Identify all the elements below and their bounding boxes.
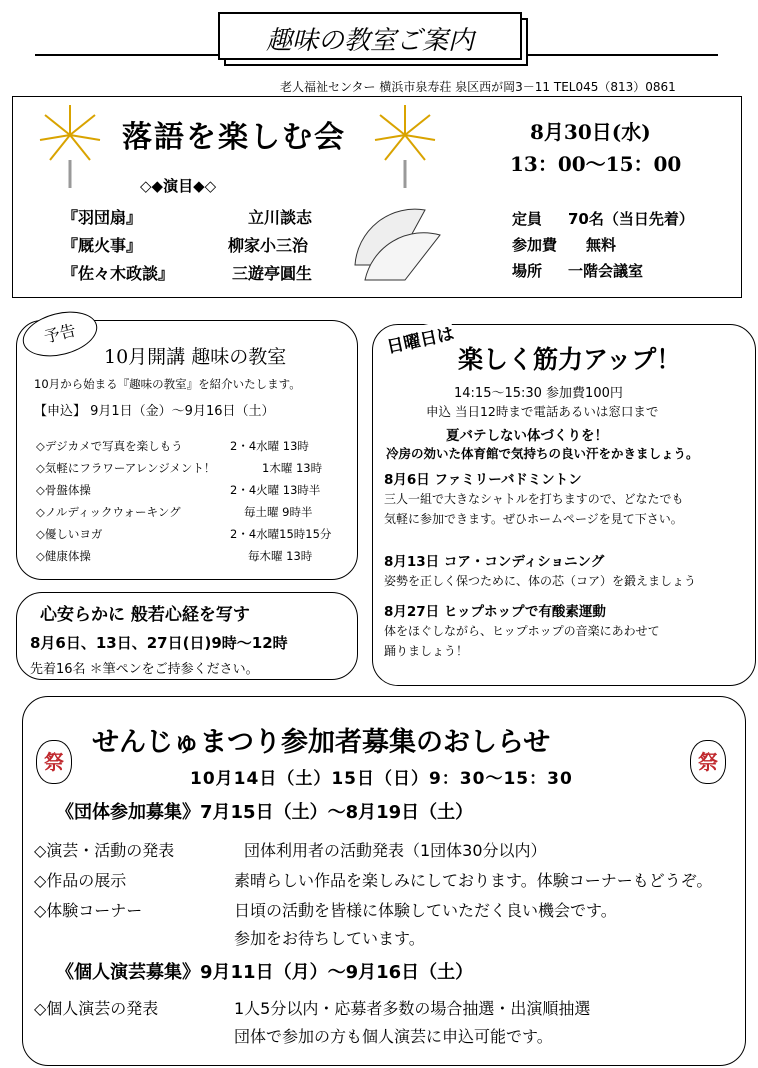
individual-desc: 団体で参加の方も個人演芸に申込可能です。 — [234, 1027, 553, 1046]
class-name: ◇ノルディックウォーキング — [36, 505, 181, 519]
firework-icon — [30, 100, 110, 190]
info-label: 場所 — [512, 262, 543, 280]
info-label: 定員 — [512, 210, 543, 228]
class-apply: 【申込】 9月1日（金）～9月16日（土） — [34, 404, 275, 419]
event-line: 踊りましょう！ — [384, 644, 469, 658]
group-item-desc: 団体利用者の活動発表（1団体30分以内） — [244, 841, 547, 860]
group-item-label: ◇演芸・活動の発表 — [34, 841, 175, 860]
info-value: 70名（当日先着） — [568, 210, 694, 228]
exercise-apply: 申込 当日12時まで電話あるいは窓口まで — [426, 404, 659, 419]
class-name: ◇気軽にフラワーアレンジメント！ — [36, 461, 216, 475]
event-line: 姿勢を正しく保つために、体の芯（コア）を鍛えましょう — [384, 574, 697, 588]
firework-icon — [365, 100, 445, 190]
sutra-title: 心安らかに 般若心経を写す — [40, 605, 250, 625]
info-value: 無料 — [586, 236, 617, 254]
rakugo-date: 8月30日(水) — [530, 120, 651, 144]
group-item-label: ◇体験コーナー — [34, 901, 143, 920]
folding-fan-icon — [345, 195, 445, 285]
exercise-slogan: 夏バテしない体づくりを！ — [446, 428, 608, 444]
individual-label: ◇個人演芸の発表 — [34, 999, 159, 1018]
class-name: ◇デジカメで写真を楽しもう — [36, 439, 183, 453]
lantern-icon: 祭 — [690, 740, 726, 784]
group-heading: 《団体参加募集》7月15日（土）～8月19日（土） — [56, 802, 474, 823]
class-name: ◇優しいヨガ — [36, 527, 103, 541]
class-name: ◇健康体操 — [36, 549, 91, 563]
festival-dates: 10月14日（土）15日（日）9：30～15：30 — [190, 769, 573, 789]
rakugo-time: 13：00～15：00 — [510, 152, 682, 176]
page-title: 趣味の教室ご案内 — [265, 26, 474, 56]
notice-tag: 予告 — [18, 304, 102, 363]
sunday-tag: 日曜日は — [384, 319, 456, 358]
info-label: 参加費 — [512, 236, 558, 254]
class-schedule: 毎木曜 13時 — [248, 549, 313, 563]
class-title: 10月開講 趣味の教室 — [104, 346, 287, 368]
event-heading: 8月13日 コア・コンディショニング — [384, 554, 605, 570]
class-intro: 10月から始まる『趣味の教室』を紹介いたします。 — [34, 377, 301, 391]
event-line: 体をほぐしながら、ヒップホップの音楽にあわせて — [384, 624, 660, 638]
group-item-desc: 日頃の活動を皆様に体験していただく良い機会です。 — [234, 901, 617, 920]
program-performer: 三遊亭圓生 — [232, 264, 313, 283]
event-heading: 8月27日 ヒップホップで有酸素運動 — [384, 604, 606, 620]
sutra-dates: 8月6日、13日、27日(日)9時～12時 — [30, 634, 288, 652]
program-performer: 立川談志 — [248, 208, 313, 227]
individual-desc: 1人5分以内・応募者多数の場合抽選・出演順抽選 — [234, 999, 591, 1018]
info-value: 一階会議室 — [568, 262, 644, 280]
title-rule-right — [528, 54, 718, 56]
exercise-time-fee: 14:15～15:30 参加費100円 — [454, 386, 623, 401]
group-item-desc: 素晴らしい作品を楽しみにしております。体験コーナーもどうぞ。 — [234, 871, 713, 890]
group-extra: 参加をお待ちしています。 — [234, 929, 425, 948]
class-schedule: 2・4火曜 13時半 — [230, 483, 321, 497]
program-label: ◇◆演目◆◇ — [140, 177, 217, 195]
class-schedule: 2・4水曜15時15分 — [230, 527, 332, 541]
exercise-slogan: 冷房の効いた体育館で気持ちの良い汗をかきましょう。 — [386, 446, 699, 461]
class-schedule: 毎土曜 9時半 — [244, 505, 313, 519]
class-schedule: 1木曜 13時 — [262, 461, 323, 475]
group-item-label: ◇作品の展示 — [34, 871, 127, 890]
exercise-title: 楽しく筋力アップ！ — [458, 345, 682, 374]
program-performer: 柳家小三治 — [228, 236, 309, 255]
program-title: 『佐々木政談』 — [62, 264, 175, 283]
rakugo-title: 落語を楽しむ会 — [122, 120, 346, 155]
event-line: 三人一組で大きなシャトルを打ちますので、どなたでも — [384, 492, 684, 506]
class-schedule: 2・4水曜 13時 — [230, 439, 309, 453]
program-title: 『厩火事』 — [62, 236, 143, 255]
event-line: 気軽に参加できます。ぜひホームページを見て下さい。 — [384, 512, 683, 526]
individual-heading: 《個人演芸募集》9月11日（月）～9月16日（土） — [56, 962, 474, 983]
sutra-note: 先着16名 ＊筆ペンをご持参ください。 — [30, 662, 259, 677]
festival-title: せんじゅまつり参加者募集のおしらせ — [92, 727, 551, 758]
address-line: 老人福祉センター 横浜市泉寿荘 泉区西が岡3－11 TEL045（813）0861 — [280, 80, 676, 94]
event-heading: 8月6日 ファミリーバドミントン — [384, 472, 582, 488]
class-name: ◇骨盤体操 — [36, 483, 91, 497]
lantern-icon: 祭 — [36, 740, 72, 784]
program-title: 『羽団扇』 — [62, 208, 143, 227]
title-rule-left — [35, 54, 225, 56]
